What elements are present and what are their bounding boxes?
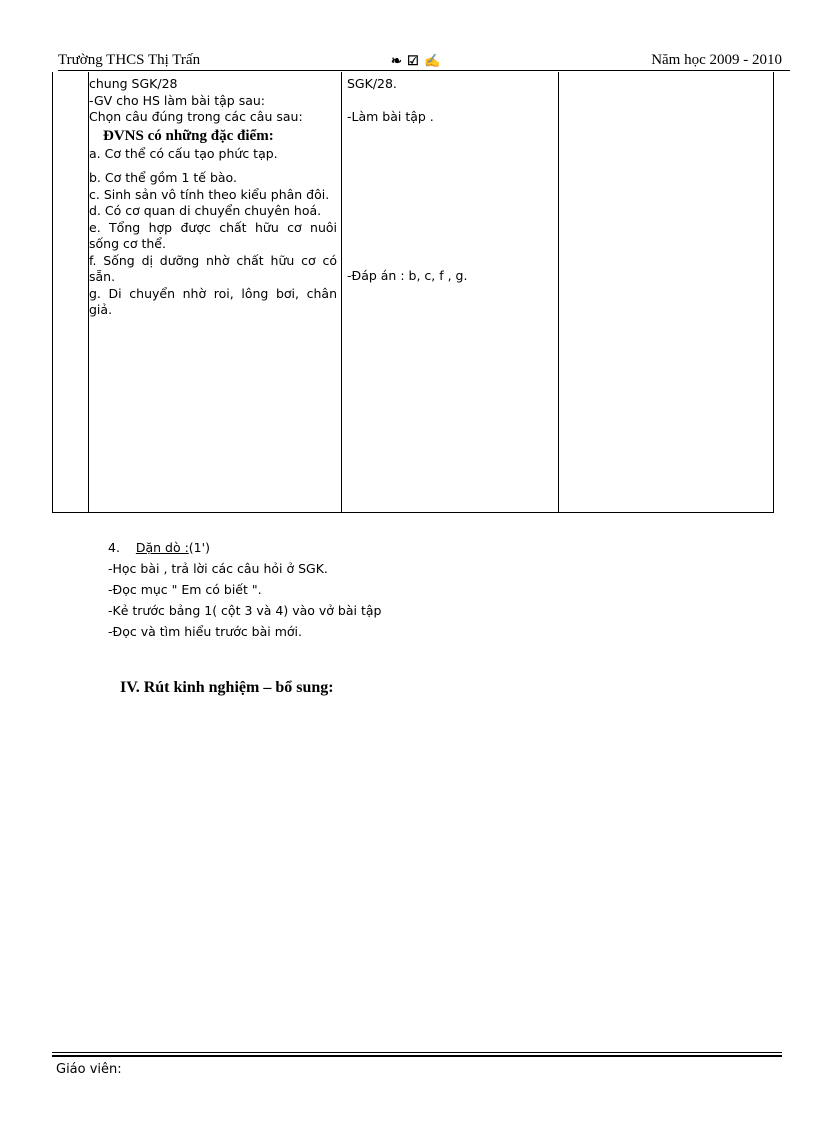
section-number: 4. xyxy=(108,540,120,555)
section-heading: IV. Rút kinh nghiệm – bổ sung: xyxy=(120,679,334,696)
list-item: -Đọc mục " Em có biết ". xyxy=(108,582,262,597)
option-c: c. Sinh sản vô tính theo kiểu phân đôi. xyxy=(89,186,330,202)
option-g: g. Di chuyển nhờ roi, lông bơi, chân giả. xyxy=(89,285,337,317)
lesson-table xyxy=(52,72,774,513)
column-divider xyxy=(558,72,559,512)
homework-heading xyxy=(104,537,210,558)
page-header xyxy=(58,52,782,72)
header-divider xyxy=(58,70,790,71)
footer-divider xyxy=(52,1055,782,1057)
footer-divider xyxy=(52,1052,782,1053)
option-d: d. Có cơ quan di chuyển chuyên hoá. xyxy=(89,203,322,218)
text-line: Chọn câu đúng trong các câu sau: xyxy=(89,109,303,124)
list-item: -Kẻ trước bảng 1( cột 3 và 4) vào vở bài tập xyxy=(108,603,382,618)
text-line: SGK/28. xyxy=(347,76,397,91)
column-divider xyxy=(341,72,342,512)
homework-section xyxy=(104,537,210,558)
homework-time: (1') xyxy=(188,540,210,555)
homework-title: Dặn dò : xyxy=(135,540,189,555)
answer-line: -Đáp án : b, c, f , g. xyxy=(347,268,468,283)
school-name: Trường THCS Thị Trấn xyxy=(58,52,201,68)
option-b: b. Cơ thể gồm 1 tế bào. xyxy=(89,170,237,185)
text-line: -Làm bài tập . xyxy=(347,108,434,124)
student-activity-cell xyxy=(347,76,547,285)
text-line: -GV cho HS làm bài tập sau: xyxy=(89,92,266,108)
ornament-icon: ❧ ☑ ✍ xyxy=(391,53,442,68)
list-item: -Học bài , trả lời các câu hỏi ở SGK. xyxy=(108,561,328,576)
teacher-activity-cell xyxy=(89,76,337,319)
teacher-label: Giáo viên: xyxy=(56,1062,122,1077)
option-a: a. Cơ thể có cấu tạo phức tạp. xyxy=(89,145,278,161)
school-year: Năm học 2009 - 2010 xyxy=(651,52,782,68)
option-f: f. Sống dị dưỡng nhờ chất hữu cơ có sẵn. xyxy=(89,252,337,284)
exercise-heading: ĐVNS có những đặc điểm: xyxy=(103,127,274,144)
list-item: -Đọc và tìm hiểu trước bài mới. xyxy=(108,624,302,639)
option-e: e. Tổng hợp được chất hữu cơ nuôi sống cơ thể. xyxy=(89,219,337,251)
text-line: chung SGK/28 xyxy=(89,76,178,91)
homework-list xyxy=(108,558,381,642)
